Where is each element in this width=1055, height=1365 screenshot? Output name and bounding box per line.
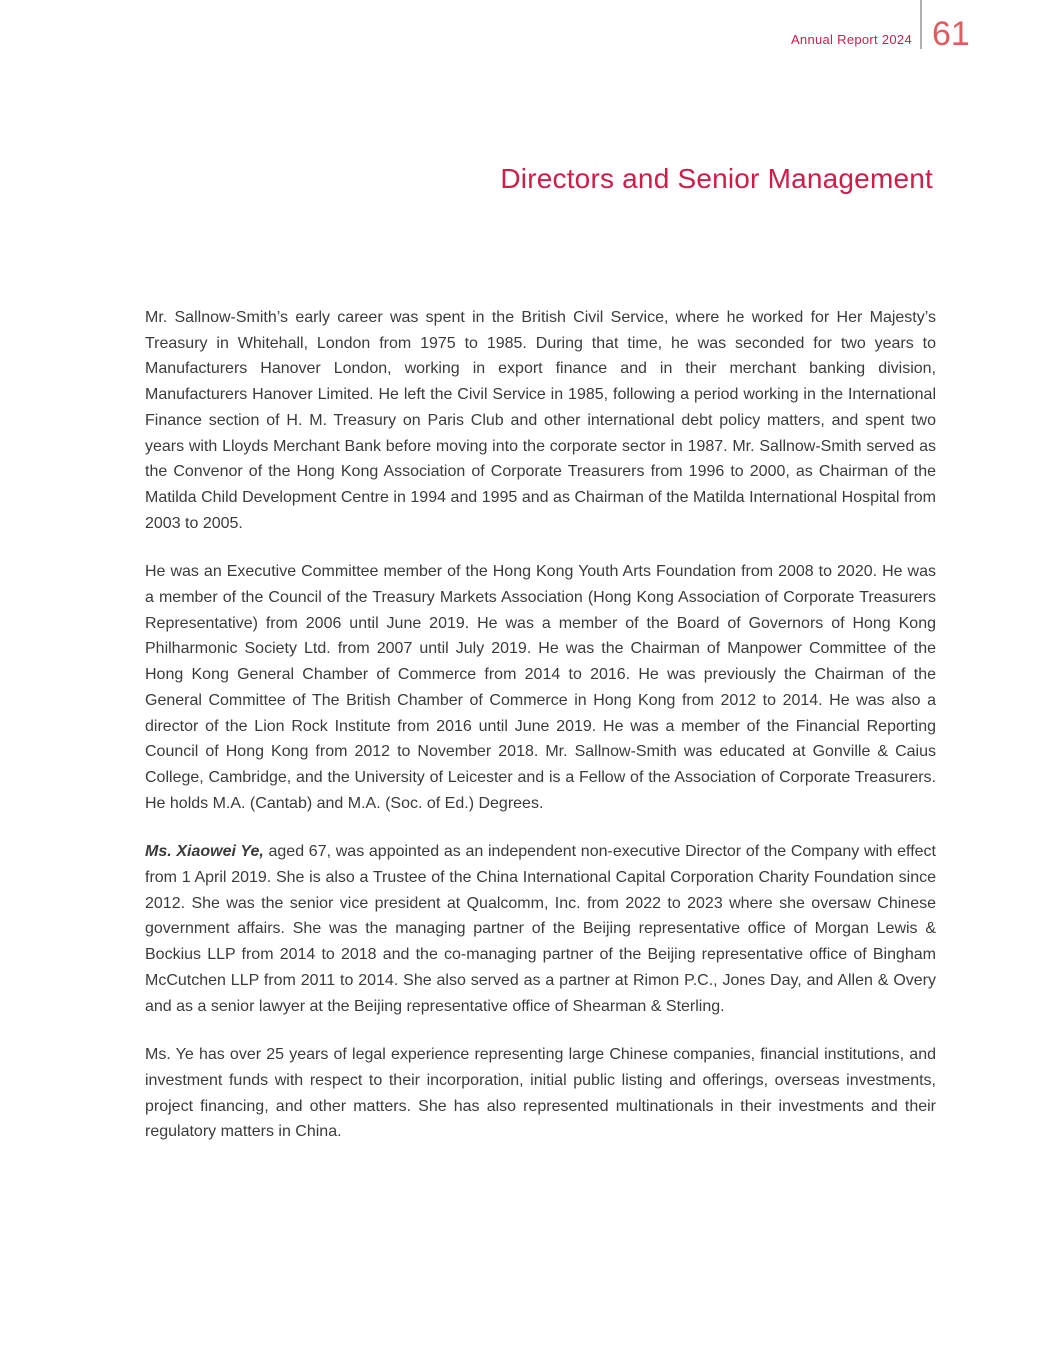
paragraph-3 (145, 839, 936, 1019)
paragraph-3-lead: Ms. Xiaowei Ye, (145, 843, 264, 861)
report-title-label: Annual Report 2024 (790, 32, 912, 47)
paragraph-4 (145, 1042, 936, 1145)
paragraph-2-text: He was an Executive Committee member of the Hong Kong Youth Arts Foundation from 2008 to 2020. He was a member of the Council of the Treasury Markets Association (Hong Kong Association of Corporate Treasurers Representative) from 2006 until June 2019. He was a member of the Board of Governors of Hong Kong Philharmonic Society Ltd. from 2007 until July 2019. He was the Chairman of Manpower Committee of the Hong Kong General Chamber of Commerce from 2014 to 2016. He was previously the Chairman of the General Committee of The British Chamber of Commerce in Hong Kong from 2012 to 2014. He was also a director of the Lion Rock Institute from 2016 until June 2019. He was a member of the Financial Reporting Council of Hong Kong from 2012 to November 2018. Mr. Sallnow-Smith was educated at Gonville & Caius College, Cambridge, and the University of Leicester and is a Fellow of the Association of Corporate Treasurers. He holds M.A. (Cantab) and M.A. (Soc. of Ed.) Degrees. (145, 563, 936, 812)
paragraph-4-text: Ms. Ye has over 25 years of legal experience representing large Chinese companies, financial institutions, and investment funds with respect to their incorporation, initial public listing and offerings, overseas investments, project financing, and other matters. She has also represented multinationals in their investments and their regulatory matters in China. (145, 1046, 936, 1141)
page-number: 61 (932, 15, 970, 53)
header-divider-rule (920, 0, 922, 49)
paragraph-2 (145, 559, 936, 816)
content-area (145, 305, 936, 1168)
paragraph-1 (145, 305, 936, 536)
section-title: Directors and Senior Management (500, 163, 933, 194)
paragraph-1-text: Mr. Sallnow-Smith’s early career was spent in the British Civil Service, where he worked for Her Majesty’s Treasury in Whitehall, London from 1975 to 1985. During that time, he was seconded for two years to Manufacturers Hanover London, working in export finance and in their merchant banking division, Manufacturers Hanover Limited. He left the Civil Service in 1985, following a period working in the International Finance section of H. M. Treasury on Paris Club and other international debt policy matters, and spent two years with Lloyds Merchant Bank before moving into the corporate sector in 1987. Mr. Sallnow-Smith served as the Convenor of the Hong Kong Association of Corporate Treasurers from 1996 to 2000, as Chairman of the Matilda Child Development Centre in 1994 and 1995 and as Chairman of the Matilda International Hospital from 2003 to 2005. (145, 309, 936, 532)
paragraph-3-text: aged 67, was appointed as an independent non-executive Director of the Company with effect from 1 April 2019. She is also a Trustee of the China International Capital Corporation Charity Foundation since 2012. She was the senior vice president at Qualcomm, Inc. from 2022 to 2023 where she oversaw Chinese government affairs. She was the managing partner of the Beijing representative office of Morgan Lewis & Bockius LLP from 2014 to 2018 and the co-managing partner of the Beijing representative office of Bingham McCutchen LLP from 2011 to 2014. She also served as a partner at Rimon P.C., Jones Day, and Allen & Overy and as a senior lawyer at the Beijing representative office of Shearman & Sterling. (145, 843, 936, 1015)
